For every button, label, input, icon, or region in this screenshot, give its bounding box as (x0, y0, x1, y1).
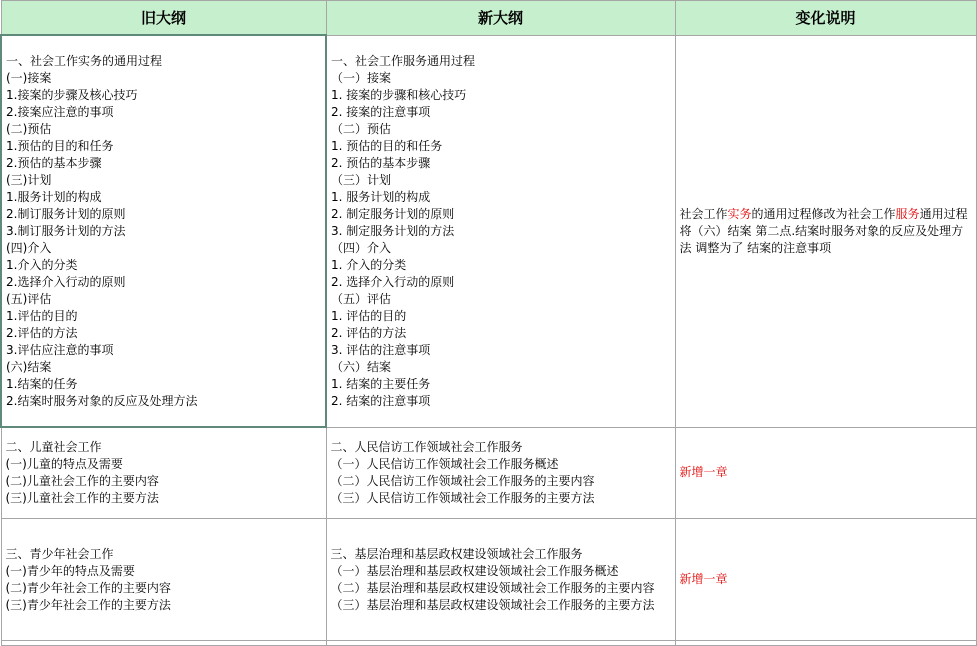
header-row (1, 1, 976, 36)
highlight-new-term: 服务 (895, 206, 920, 221)
outline-item: (三)青少年社会工作的主要方法 (5, 597, 171, 612)
outline-item: 1.结案的任务 (6, 376, 78, 391)
outline-item: 1. 结案的主要任务 (331, 376, 431, 391)
change-text: 的通用过程修改为社会工作 (751, 206, 896, 221)
outline-item: (六)结案 (6, 359, 52, 374)
outline-item: (三)儿童社会工作的主要方法 (5, 491, 159, 505)
highlight-old-term: 实务 (727, 206, 752, 221)
outline-item: 1.接案的步骤及核心技巧 (6, 87, 138, 102)
header-old-syllabus: 旧大纲 (1, 1, 326, 36)
outline-item: 2.选择介入行动的原则 (6, 274, 126, 289)
change-note-cell[interactable] (675, 35, 976, 427)
outline-item: 2.评估的方法 (6, 325, 78, 340)
outline-item: （三）基层治理和基层政权建设领域社会工作服务的主要方法 (330, 597, 655, 612)
outline-item: 二、儿童社会工作 (5, 440, 102, 454)
old-syllabus-cell[interactable] (1, 427, 326, 519)
outline-item: （二）人民信访工作领域社会工作服务的主要内容 (330, 473, 595, 488)
new-syllabus-list (331, 439, 671, 507)
table-row (1, 35, 976, 427)
outline-item: 2.接案应注意的事项 (6, 104, 114, 119)
outline-item: 3.评估应注意的事项 (6, 342, 114, 357)
old-syllabus-list (6, 439, 322, 507)
outline-item: （五）评估 (331, 291, 392, 306)
outline-item: 2. 预估的基本步骤 (331, 155, 431, 170)
outline-item: （一）人民信访工作领域社会工作服务概述 (330, 456, 559, 471)
outline-item: (二)预估 (6, 121, 52, 136)
outline-item: 1. 预估的目的和任务 (331, 138, 443, 153)
outline-item: 2. 制定服务计划的原则 (331, 206, 455, 221)
change-adjustment-text: 将（六）结案 第二点.结案时服务对象的反应及处理方法 调整为了 结案的注意事项 (679, 223, 964, 255)
outline-item: （二）基层治理和基层政权建设领域社会工作服务的主要内容 (330, 580, 655, 595)
old-syllabus-cell[interactable] (1, 35, 326, 427)
new-syllabus-list (331, 546, 671, 614)
outline-item: 2. 结案的注意事项 (331, 393, 431, 408)
outline-item: 二、人民信访工作领域社会工作服务 (330, 439, 523, 454)
change-text: 社会工作 (679, 206, 728, 221)
new-chapter-note: 新增一章 (679, 572, 728, 586)
outline-item: 3. 制定服务计划的方法 (331, 223, 455, 238)
header-new-syllabus: 新大纲 (326, 1, 675, 36)
outline-item: (四)介入 (6, 240, 52, 255)
outline-item: 1.预估的目的和任务 (6, 138, 114, 153)
outline-item: 1. 评估的目的 (331, 308, 407, 323)
new-syllabus-cell[interactable] (326, 427, 675, 519)
new-chapter-note: 新增一章 (679, 465, 728, 480)
outline-item: (三)计划 (6, 172, 52, 187)
change-note-text (680, 206, 972, 257)
outline-item: (一)接案 (6, 70, 52, 85)
outline-item: 2.结案时服务对象的反应及处理方法 (6, 393, 198, 408)
outline-item: 2.制订服务计划的原则 (6, 206, 126, 221)
outline-item: 2. 评估的方法 (331, 325, 407, 340)
outline-item: （三）计划 (331, 172, 392, 187)
outline-item: 1. 服务计划的构成 (331, 189, 431, 204)
old-syllabus-list (6, 546, 322, 614)
outline-item: 3.制订服务计划的方法 (6, 223, 126, 238)
outline-item: 1. 介入的分类 (331, 257, 407, 272)
outline-item: （四）介入 (331, 240, 392, 255)
header-change-notes: 变化说明 (675, 1, 976, 36)
outline-item: 三、基层治理和基层政权建设领域社会工作服务 (330, 546, 583, 561)
outline-item: (一)青少年的特点及需要 (5, 563, 135, 578)
outline-item: （三）人民信访工作领域社会工作服务的主要方法 (330, 490, 595, 505)
new-syllabus-cell[interactable] (326, 519, 675, 641)
table-row (1, 427, 976, 519)
old-syllabus-list (6, 53, 321, 410)
outline-item: 3. 评估的注意事项 (331, 342, 431, 357)
outline-item: 1.评估的目的 (6, 308, 78, 323)
outline-item: (二)青少年社会工作的主要内容 (5, 580, 171, 595)
outline-item: （二）预估 (331, 121, 392, 136)
outline-item: 1. 接案的步骤和核心技巧 (331, 87, 467, 102)
outline-item: (一)儿童的特点及需要 (5, 457, 123, 471)
outline-item: 一、社会工作服务通用过程 (331, 53, 476, 68)
old-syllabus-cell[interactable] (1, 519, 326, 641)
outline-item: (二)儿童社会工作的主要内容 (5, 474, 159, 488)
outline-item: （一）基层治理和基层政权建设领域社会工作服务概述 (330, 563, 619, 578)
outline-item: （六）结案 (331, 359, 392, 374)
outline-item: 1.服务计划的构成 (6, 189, 102, 204)
outline-item: （一）接案 (331, 70, 392, 85)
outline-item: (五)评估 (6, 291, 52, 306)
outline-item: 一、社会工作实务的通用过程 (6, 53, 163, 68)
new-syllabus-cell[interactable] (326, 35, 675, 427)
outline-item: 2. 接案的注意事项 (331, 104, 431, 119)
outline-item: 1.介入的分类 (6, 257, 78, 272)
outline-item: 2. 选择介入行动的原则 (331, 274, 455, 289)
table-row (1, 519, 976, 641)
change-note-cell[interactable] (675, 427, 976, 519)
change-note-cell[interactable] (675, 519, 976, 641)
outline-item: 2.预估的基本步骤 (6, 155, 102, 170)
change-text: 通用过程 (919, 206, 968, 221)
outline-item: 三、青少年社会工作 (5, 546, 114, 561)
new-syllabus-list (331, 53, 671, 410)
